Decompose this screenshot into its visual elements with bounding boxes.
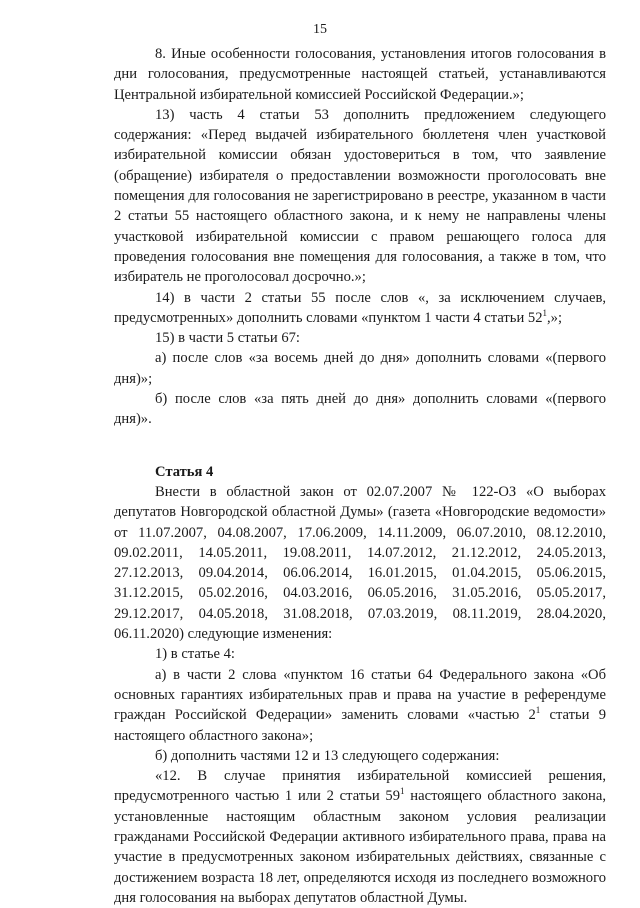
paragraph-item-15b: б) после слов «за пять дней до дня» дополнить словами «(первого дня)». [114,391,606,428]
article-part-12-tail: настоящего областного закона, установленные настоящим областным законом условия реализации гражданами Российской Федерации активного избирательного права, права на участие в предусмотренных законом избирательных действиях, связанные с достижением возраста 18 лет, определяются исходя из последнего возможного дня голосования на выборах депутатов областной Думы. [114,788,606,906]
article-item-1b: б) дополнить частями 12 и 13 следующего содержания: [155,747,500,764]
paragraph-item-15a: а) после слов «за восемь дней до дня» дополнить словами «(первого дня)»; [114,350,606,387]
paragraph-item-15: 15) в части 5 статьи 67: [155,330,300,347]
superscript: 1 [535,705,541,716]
article-item-1a-text: а) в части 2 слова «пунктом 16 статьи 64 Федерального закона «Об основных гарантиях избирательных прав и права на участие в референдуме граждан Российской Федерации» заменить словами «частью 2 [114,666,606,724]
article-part-12 [114,766,606,908]
article-intro: Внести в областной закон от 02.07.2007 № 122-ОЗ «О выборах депутатов Новгородской областной Думы» (газета «Новгородские ведомости» от 11.07.2007, 04.08.2007, 17.06.2009, 14.11.2009, 06.07.2010, 08.12.2010, 09.02.2011, 14.05.2011, 19.08.2011, 14.07.2012, 21.12.2012, 24.05.2013, 27.12.2013, 09.04.2014, 06.06.2014, 16.01.2015, 01.04.2015, 05.06.2015, 31.12.2015, 05.02.2016, 04.03.2016, 06.05.2016, 31.05.2016, 05.05.2017, 29.12.2017, 04.05.2018, 31.08.2018, 07.03.2019, 08.11.2019, 28.04.2020, 06.11.2020) следующие изменения: [114,483,606,643]
paragraph-item-14-tail: ,»; [547,309,563,326]
article-heading: Статья 4 [155,463,214,480]
page-number: 15 [313,22,327,37]
paragraph-item-14-text: 14) в части 2 статьи 55 после слов «, за исключением случаев, предусмотренных» дополнить словами «пунктом 1 части 4 статьи 52 [114,289,606,326]
article-item-1a [114,665,606,746]
superscript: 1 [400,786,405,797]
article-part-12-text: «12. В случае принятия избирательной комиссией решения, предусмотренного частью 1 или 2 статьи 59 [114,768,606,805]
article-item-1a-tail: статьи 9 настоящего областного закона»; [114,707,606,744]
paragraph-item-13: 13) часть 4 статьи 53 дополнить предложением следующего содержания: «Перед выдачей избирательного бюллетеня член участковой избирательной комиссии обязан удостовериться в том, что заявление (обращение) избирателя о предоставлении возможности проголосовать вне помещения для голосования не зарегистрировано в реестре, указанном в части 2 статьи 55 настоящего областного закона, и к нему не направлены члены участковой избирательной комиссии с правом решающего голоса для проведения голосования вне помещения для голосования, а также в том, что избиратель не проголосовал досрочно.»; [114,106,606,286]
paragraph-item-8: 8. Иные особенности голосования, установления итогов голосования в дни голосования, предусмотренные настоящей статьей, устанавливаются Центральной избирательной комиссией Российской Федерации.»; [114,46,606,103]
superscript: 1 [542,308,548,318]
document-body [114,44,606,908]
paragraph-item-14 [114,288,606,329]
article-item-1: 1) в статье 4: [155,646,235,663]
